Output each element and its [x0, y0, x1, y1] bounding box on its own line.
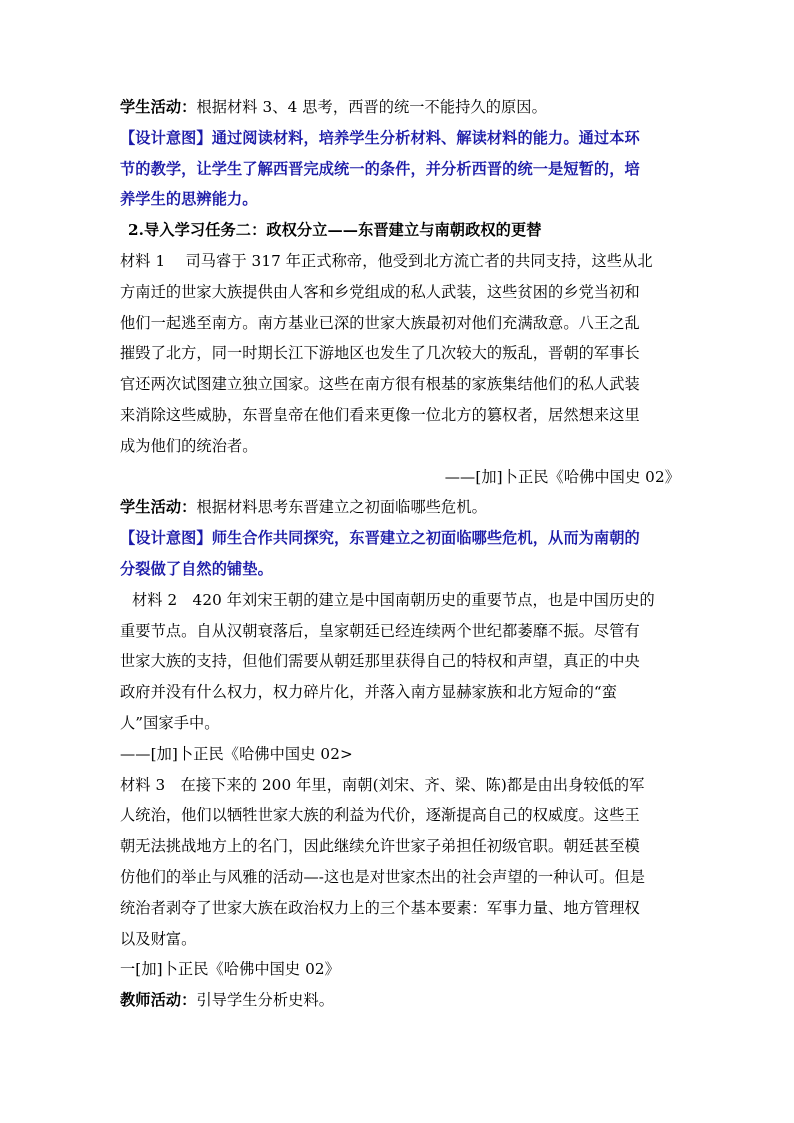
material-2-line-4: 政府并没有什么权力，权力碎片化，并落入南方显赫家族和北方短命的“蛮: [120, 683, 618, 702]
content-column: [120, 92, 680, 1016]
material-3-line-4: 仿他们的举止与风雅的活动—-这也是对世家杰出的社会声望的一种认可。但是: [120, 867, 646, 886]
material-2-line-2: 重要节点。自从汉朝衰落后，皇家朝廷已经连续两个世纪都萎靡不振。尽管有: [120, 621, 640, 640]
material-2-line-5: 人”国家手中。: [120, 713, 220, 732]
design-intent-2-line-2: 分裂做了自然的铺垫。: [120, 559, 273, 578]
material-3-source: 一[加]卜正民《哈佛中国史 02》: [120, 960, 340, 979]
student-activity-2: [120, 492, 680, 523]
material-2-line-1: 材料 2 420 年刘宋王朝的建立是中国南朝历史的重要节点，也是中国历史的: [132, 590, 655, 609]
teacher-activity-text: 引导学生分析史料。: [196, 991, 335, 1010]
design-intent-1-line-3: 养学生的思辨能力。: [120, 190, 258, 209]
material-3-line-5: 统治者剥夺了世家大族在政治权力上的三个基本要素：军事力量、地方管理权: [120, 898, 640, 917]
teacher-activity-label: 教师活动：: [120, 991, 197, 1010]
student-activity-1: [120, 92, 680, 123]
material-3-line-1: 材料 3 在接下来的 200 年里，南朝(刘宋、齐、梁、陈)都是由出身较低的军: [120, 775, 645, 794]
material-1-line-6: 来消除这些威胁，东晋皇帝在他们看来更像一位北方的篡权者，居然想来这里: [120, 405, 640, 424]
material-3-line-6: 以及财富。: [120, 929, 197, 948]
material-2-line-3: 世家大族的支持，但他们需要从朝廷那里获得自己的特权和声望，真正的中央: [120, 652, 640, 671]
material-1-line-2: 方南迁的世家大族提供由人客和乡党组成的私人武装，这些贫困的乡党当初和: [120, 282, 640, 301]
material-2-source: ——[加]卜正民《哈佛中国史 02>: [120, 744, 353, 763]
material-3-line-2: 人统治，他们以牺牲世家大族的利益为代价，逐渐提高自己的权威度。这些王: [120, 806, 640, 825]
design-intent-2-line-1: 【设计意图】师生合作共同探究，东晋建立之初面临哪些危机，从而为南朝的: [120, 529, 640, 548]
material-1-line-3: 他们一起逃至南方。南方基业已深的世家大族最初对他们充满敌意。八王之乱: [120, 313, 640, 332]
material-1-line-5: 官还两次试图建立独立国家。这些在南方很有根基的家族集结他们的私人武装: [120, 375, 640, 394]
material-1-line-4: 摧毁了北方，同一时期长江下游地区也发生了几次较大的叛乱，晋朝的军事长: [120, 344, 640, 363]
teacher-activity: [120, 985, 680, 1016]
design-intent-1-line-1: 【设计意图】通过阅读材料，培养学生分析材料、解读材料的能力。通过本环: [120, 128, 640, 147]
material-1-line-7: 成为他们的统治者。: [120, 436, 258, 455]
design-intent-1-line-2: 节的教学，让学生了解西晋完成统一的条件，并分析西晋的统一是短暂的，培: [120, 159, 640, 178]
material-1-source: ——[加]卜正民《哈佛中国史 02》: [444, 467, 680, 486]
student-activity-text: 根据材料 3、4 思考，西晋的统一不能持久的原因。: [196, 98, 547, 116]
material-1-line-1: 材料 1 司马睿于 317 年正式称帝，他受到北方流亡者的共同支持，这些从北: [120, 251, 653, 270]
student-activity-text: 根据材料思考东晋建立之初面临哪些危机。: [196, 498, 487, 517]
task-2-heading: 2.导入学习任务二：政权分立——东晋建立与南朝政权的更替: [128, 221, 542, 240]
student-activity-label: 学生活动：: [120, 498, 197, 517]
student-activity-label: 学生活动：: [120, 98, 197, 116]
material-3-line-3: 朝无法挑战地方上的名门，因此继续允许世家子弟担任初级官职。朝廷甚至模: [120, 837, 640, 856]
